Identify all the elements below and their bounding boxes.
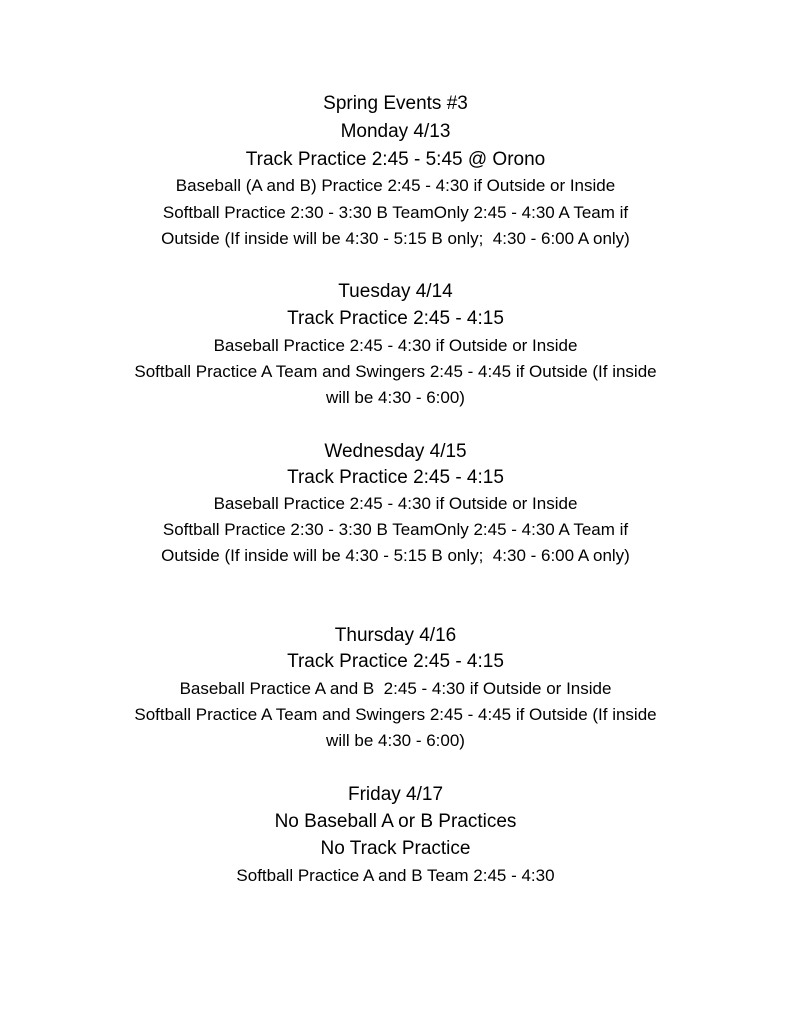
day-heading: Monday 4/13 [340, 121, 451, 142]
event-line: Track Practice 2:45 - 4:15 [287, 651, 504, 672]
event-line: Baseball Practice 2:45 - 4:30 if Outside or Inside [213, 336, 578, 355]
day-heading: Wednesday 4/15 [324, 441, 467, 462]
event-line: Outside (If inside will be 4:30 - 5:15 B only; 4:30 - 6:00 A only) [161, 546, 630, 565]
day-heading: Thursday 4/16 [334, 625, 457, 646]
event-line: Baseball Practice A and B 2:45 - 4:30 if Outside or Inside [179, 679, 612, 698]
document-title: Spring Events #3 [323, 93, 468, 114]
event-line: No Track Practice [320, 838, 471, 859]
event-line: Softball Practice 2:30 - 3:30 B TeamOnly 2:45 - 4:30 A Team if [162, 520, 629, 539]
day-heading: Tuesday 4/14 [338, 281, 453, 302]
event-line: Outside (If inside will be 4:30 - 5:15 B only; 4:30 - 6:00 A only) [161, 229, 630, 248]
event-line: will be 4:30 - 6:00) [326, 388, 465, 407]
event-line: Baseball (A and B) Practice 2:45 - 4:30 if Outside or Inside [175, 176, 616, 195]
event-line: Baseball Practice 2:45 - 4:30 if Outside or Inside [213, 494, 578, 513]
event-line: Track Practice 2:45 - 5:45 @ Orono [245, 149, 546, 170]
event-line: No Baseball A or B Practices [274, 811, 517, 832]
event-line: Softball Practice 2:30 - 3:30 B TeamOnly 2:45 - 4:30 A Team if [162, 203, 629, 222]
event-line: will be 4:30 - 6:00) [326, 731, 465, 750]
event-line: Softball Practice A Team and Swingers 2:45 - 4:45 if Outside (If inside [134, 705, 657, 724]
event-line: Softball Practice A and B Team 2:45 - 4:30 [236, 866, 555, 885]
day-heading: Friday 4/17 [347, 784, 444, 805]
event-line: Softball Practice A Team and Swingers 2:45 - 4:45 if Outside (If inside [134, 362, 657, 381]
event-line: Track Practice 2:45 - 4:15 [287, 308, 504, 329]
event-line: Track Practice 2:45 - 4:15 [287, 467, 504, 488]
